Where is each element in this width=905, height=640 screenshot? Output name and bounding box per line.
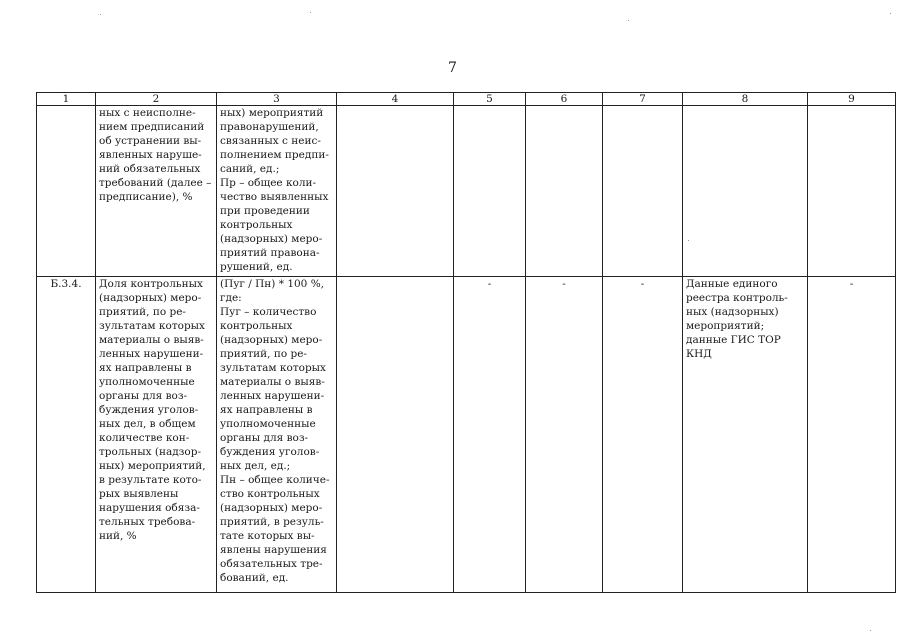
column-number-row <box>37 93 896 106</box>
table-cell <box>454 106 526 277</box>
scan-speck <box>870 630 871 631</box>
table-cell: - <box>526 277 603 593</box>
formula-cell: ных) мероприятий правонарушений, связанных с неис- полнением предпи- саний, ед.; Пр – общее коли- чество выявленных при проведении контрольных (надзорных) меро- приятий правона- рушений, ед. <box>217 106 337 277</box>
table-cell: - <box>808 277 896 593</box>
column-header: 7 <box>603 93 683 106</box>
page-number: 7 <box>448 60 457 76</box>
indicator-name-cell: ных с неисполне- нием предписаний об устранении вы- явленных наруше- ний обязательных требований (далее – предписание), % <box>96 106 217 277</box>
table-cell <box>337 106 454 277</box>
scan-speck <box>688 240 689 241</box>
table-cell <box>603 106 683 277</box>
data-source-cell: Данные единого реестра контроль- ных (надзорных) мероприятий; данные ГИС ТОР КНД <box>683 277 808 593</box>
indicator-name-cell: Доля контрольных (надзорных) меро- приятий, по ре- зультатам которых материалы о выяв- ленных нарушени- ях направлены в уполномоченные органы для воз- буждения уголов- ных дел, в общем количестве кон- трольных (надзор- ных) мероприятий, в результате кото- рых выявлены нарушения обяза- тельных требова- ний, % <box>96 277 217 593</box>
column-header: 5 <box>454 93 526 106</box>
table-cell <box>808 106 896 277</box>
table-cell: - <box>454 277 526 593</box>
column-header: 1 <box>37 93 96 106</box>
scan-speck <box>890 13 891 14</box>
table-cell <box>37 106 96 277</box>
table-cell <box>683 106 808 277</box>
column-header: 9 <box>808 93 896 106</box>
indicator-code-cell: Б.3.4. <box>37 277 96 593</box>
scan-speck <box>100 14 101 15</box>
column-header: 8 <box>683 93 808 106</box>
scan-speck <box>628 20 629 21</box>
column-header: 2 <box>96 93 217 106</box>
table-row <box>37 106 896 277</box>
scan-speck <box>310 12 311 13</box>
table-cell: - <box>603 277 683 593</box>
table-cell <box>526 106 603 277</box>
table-cell <box>337 277 454 593</box>
column-header: 4 <box>337 93 454 106</box>
column-header: 3 <box>217 93 337 106</box>
formula-cell: (Пуг / Пн) * 100 %, где: Пуг – количество контрольных (надзорных) меро- приятий, по ре- зультатам которых материалы о выяв- ленных нарушени- ях направлены в уполномоченные органы для воз- буждения уголов- ных дел, ед.; Пн – общее количе- ство контрольных (надзорных) меро- приятий, в резуль- тате которых вы- явлены нарушения обязательных тре- бований, ед. <box>217 277 337 593</box>
column-header: 6 <box>526 93 603 106</box>
table-row <box>37 277 896 593</box>
indicators-table <box>36 92 896 593</box>
